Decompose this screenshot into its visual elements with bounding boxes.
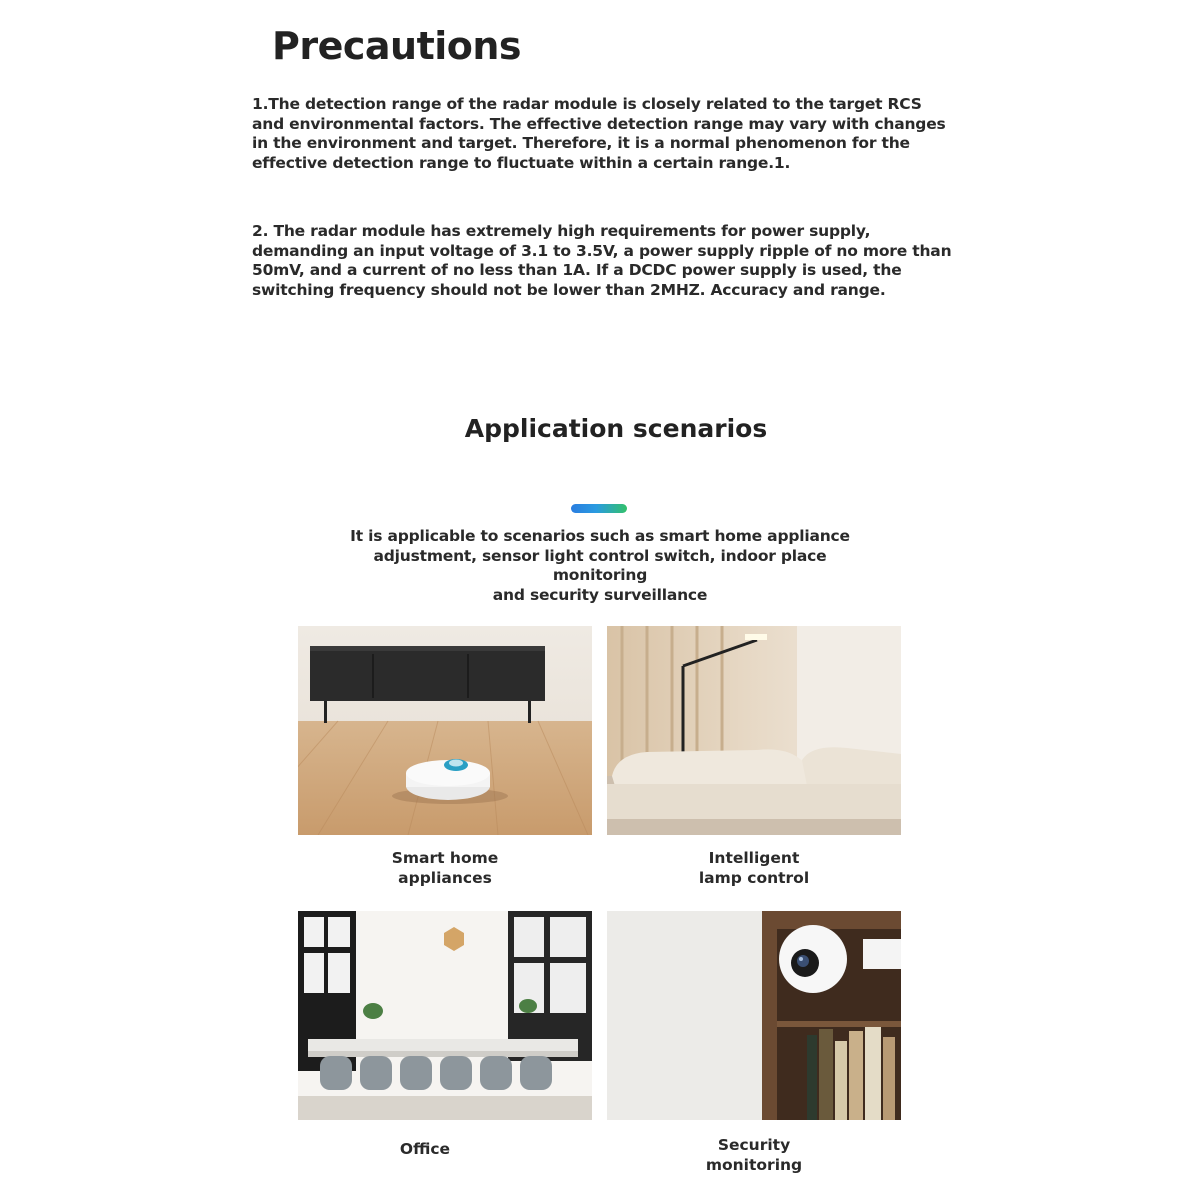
intro-line: It is applicable to scenarios such as smart home appliance — [350, 527, 850, 545]
applications-intro — [330, 527, 870, 605]
precaution-item-1: 1.The detection range of the radar module is closely related to the target RCS and environmental factors. The effective detection range may vary with changes in the environment and target. Therefore, it is a normal phenomenon for the effective detection range to fluctuate within a certain range.1. — [252, 95, 946, 172]
precautions-title: Precautions — [272, 24, 522, 68]
office-caption — [278, 1140, 572, 1160]
intro-line: adjustment, sensor light control switch, indoor place monitoring — [373, 546, 827, 584]
office-image — [298, 911, 592, 1120]
caption-line: appliances — [398, 868, 492, 887]
caption-line: lamp control — [698, 868, 810, 887]
caption-line: monitoring — [705, 1155, 803, 1174]
precaution-item-2: 2. The radar module has extremely high requirements for power supply, demanding an input voltage of 3.1 to 3.5V, a power supply ripple of no more than 50mV, and a current of no less than 1A. If a DCDC power supply is used, the switching frequency should not be lower than 2MHZ. Accuracy and range. — [252, 222, 952, 299]
intro-line: and security surveillance — [492, 585, 708, 604]
caption-line: Intelligent — [708, 849, 800, 867]
caption-line: Smart home — [391, 849, 499, 867]
security-image — [607, 911, 901, 1120]
caption-line: Office — [399, 1140, 451, 1158]
security-caption — [607, 1136, 901, 1175]
accent-bar — [571, 504, 627, 513]
applications-title: Application scenarios — [464, 414, 768, 443]
smart-home-image — [298, 626, 592, 835]
lamp-control-caption — [607, 849, 901, 888]
caption-line: Security — [717, 1136, 791, 1154]
lamp-control-image — [607, 626, 901, 835]
smart-home-caption — [298, 849, 592, 888]
